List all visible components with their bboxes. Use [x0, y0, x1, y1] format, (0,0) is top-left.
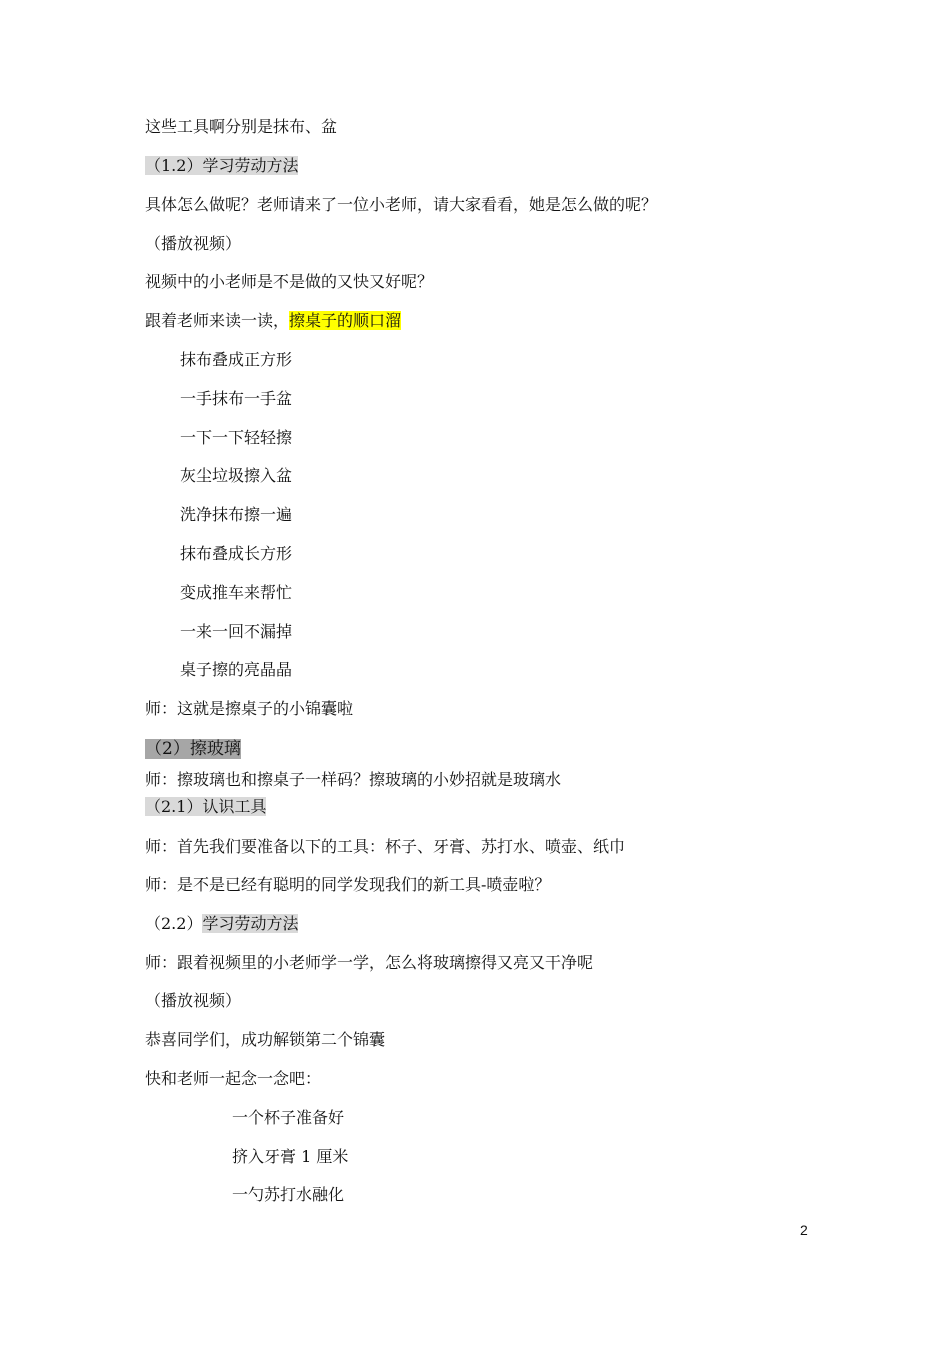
- rhyme-line: 变成推车来帮忙: [180, 583, 293, 602]
- text-line: [145, 310, 401, 332]
- text-line: 师：首先我们要准备以下的工具：杯子、牙膏、苏打水、喷壶、纸巾: [145, 837, 626, 856]
- section-heading: [145, 738, 241, 760]
- section-heading: [145, 155, 298, 177]
- section-heading: [145, 796, 266, 818]
- heading-text: （2）擦玻璃: [145, 739, 241, 759]
- rhyme-line: 一手抹布一手盆: [180, 389, 293, 408]
- text-line: 这些工具啊分别是抹布、盆: [145, 117, 338, 136]
- text-line: 师：跟着视频里的小老师学一学，怎么将玻璃擦得又亮又干净呢: [145, 953, 594, 972]
- heading-text: （2.1）认识工具: [145, 797, 267, 816]
- heading-prefix: （2.2）: [145, 914, 203, 933]
- rhyme-line: 抹布叠成正方形: [180, 350, 293, 369]
- heading-text: 学习劳动方法: [202, 914, 299, 933]
- rhyme-line: 桌子擦的亮晶晶: [180, 660, 293, 679]
- rhyme-line: 一勺苏打水融化: [232, 1185, 345, 1204]
- text-fragment: 跟着老师来读一读，: [145, 311, 290, 330]
- rhyme-line: 灰尘垃圾擦入盆: [180, 466, 293, 485]
- highlighted-text: 擦桌子的顺口溜: [289, 311, 402, 330]
- rhyme-line: 挤入牙膏 1 厘米: [232, 1147, 349, 1166]
- text-line: 具体怎么做呢？老师请来了一位小老师，请大家看看，她是怎么做的呢？: [145, 195, 658, 214]
- heading-text: （1.2）学习劳动方法: [145, 156, 299, 175]
- rhyme-line: 一下一下轻轻擦: [180, 428, 293, 447]
- rhyme-line: 一来一回不漏掉: [180, 622, 293, 641]
- text-line: 师：这就是擦桌子的小锦囊啦: [145, 699, 354, 718]
- text-line: （播放视频）: [145, 991, 242, 1010]
- text-line: 师：擦玻璃也和擦桌子一样码？擦玻璃的小妙招就是玻璃水: [145, 770, 562, 789]
- page-number: 2: [800, 1222, 808, 1238]
- text-line: （播放视频）: [145, 234, 242, 253]
- text-line: 快和老师一起念一念吧：: [145, 1069, 322, 1088]
- rhyme-line: 抹布叠成长方形: [180, 544, 293, 563]
- text-line: 师：是不是已经有聪明的同学发现我们的新工具-喷壶啦？: [145, 875, 551, 894]
- text-line: 恭喜同学们，成功解锁第二个锦囊: [145, 1030, 386, 1049]
- rhyme-line: 洗净抹布擦一遍: [180, 505, 293, 524]
- section-heading: [145, 913, 298, 935]
- text-line: 视频中的小老师是不是做的又快又好呢？: [145, 272, 434, 291]
- rhyme-line: 一个杯子准备好: [232, 1108, 345, 1127]
